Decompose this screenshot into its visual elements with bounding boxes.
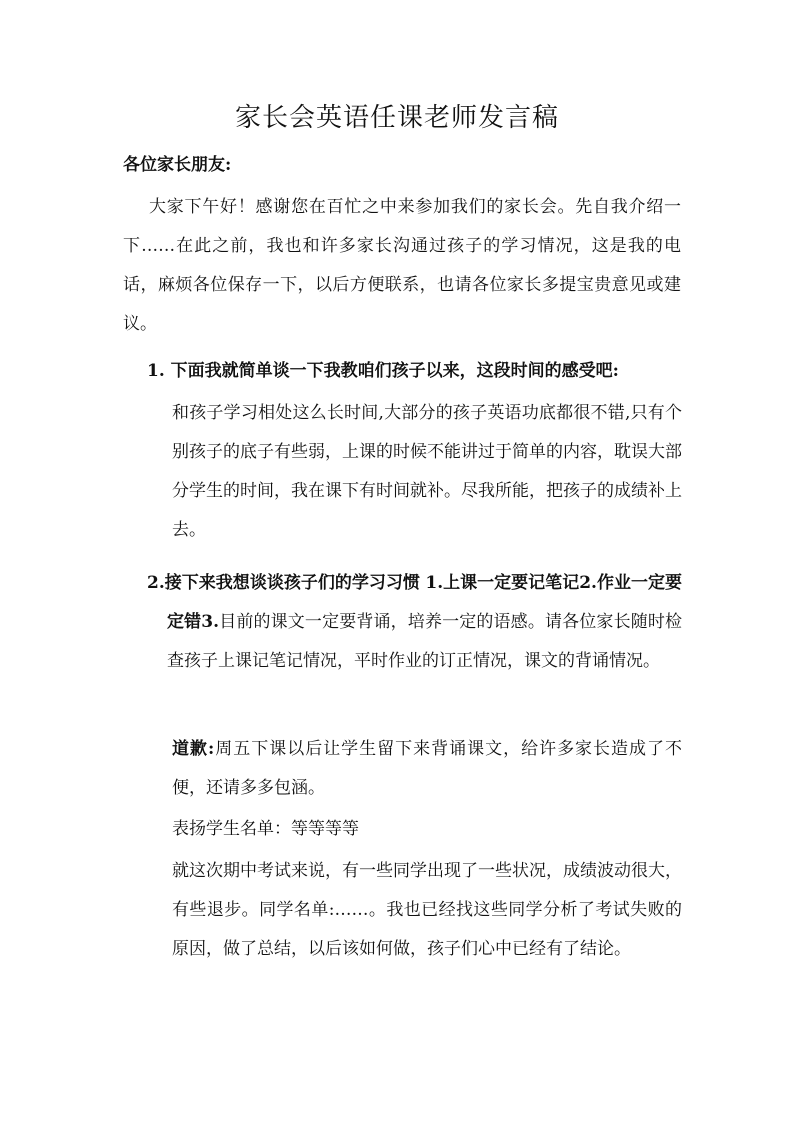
exam-paragraph: 就这次期中考试来说，有一些同学出现了一些状况，成绩波动很大，有些退步。同学名单:……。我也已经找这些同学分析了考试失败的原因，做了总结，以后该如何做，孩子们心中已经有了结论。 <box>172 861 682 959</box>
item-2-point-1: 1.上课一定要记笔记 <box>425 573 580 593</box>
item-2-rest: 目前的课文一定要背诵，培养一定的语感。请各位家长随时检查孩子上课记笔记情况，平时作业的订正情况，课文的背诵情况。 <box>167 612 683 671</box>
item-2-point-2: 2.作业一定要定错 <box>167 573 683 632</box>
document-title: 家长会英语任课老师发言稿 <box>234 103 559 133</box>
item-1-body: 和孩子学习相处这么长时间,大部分的孩子英语功底都很不错,只有个别孩子的底子有些弱，上课的时候不能讲过于简单的内容，耽误大部分学生的时间，我在课下有时间就补。尽我所能，把孩子的成绩补上去。 <box>172 403 682 540</box>
apology-label: 道歉: <box>172 739 215 759</box>
intro-paragraph: 大家下午好！感谢您在百忙之中来参加我们的家长会。先自我介绍一下……在此之前，我也和许多家长沟通过孩子的学习情况，这是我的电话，麻烦各位保存一下，以后方便联系，也请各位家长多提宝贵意见或建议。 <box>123 197 681 334</box>
item-2-lead: 2.接下来我想谈谈孩子们的学习习惯 <box>147 573 420 593</box>
greeting: 各位家长朋友: <box>123 155 232 175</box>
apology-text: 周五下课以后让学生留下来背诵课文，给许多家长造成了不便，还请多多包涵。 <box>172 739 683 798</box>
apology-paragraph <box>172 730 682 808</box>
item-2-paragraph <box>147 564 682 681</box>
item-1-heading: 1. 下面我就简单谈一下我教咱们孩子以来，这段时间的感受吧: <box>147 361 619 381</box>
praise-list-line: 表扬学生名单：等等等等 <box>172 819 359 839</box>
item-2-point-3-number: 3. <box>201 612 220 632</box>
